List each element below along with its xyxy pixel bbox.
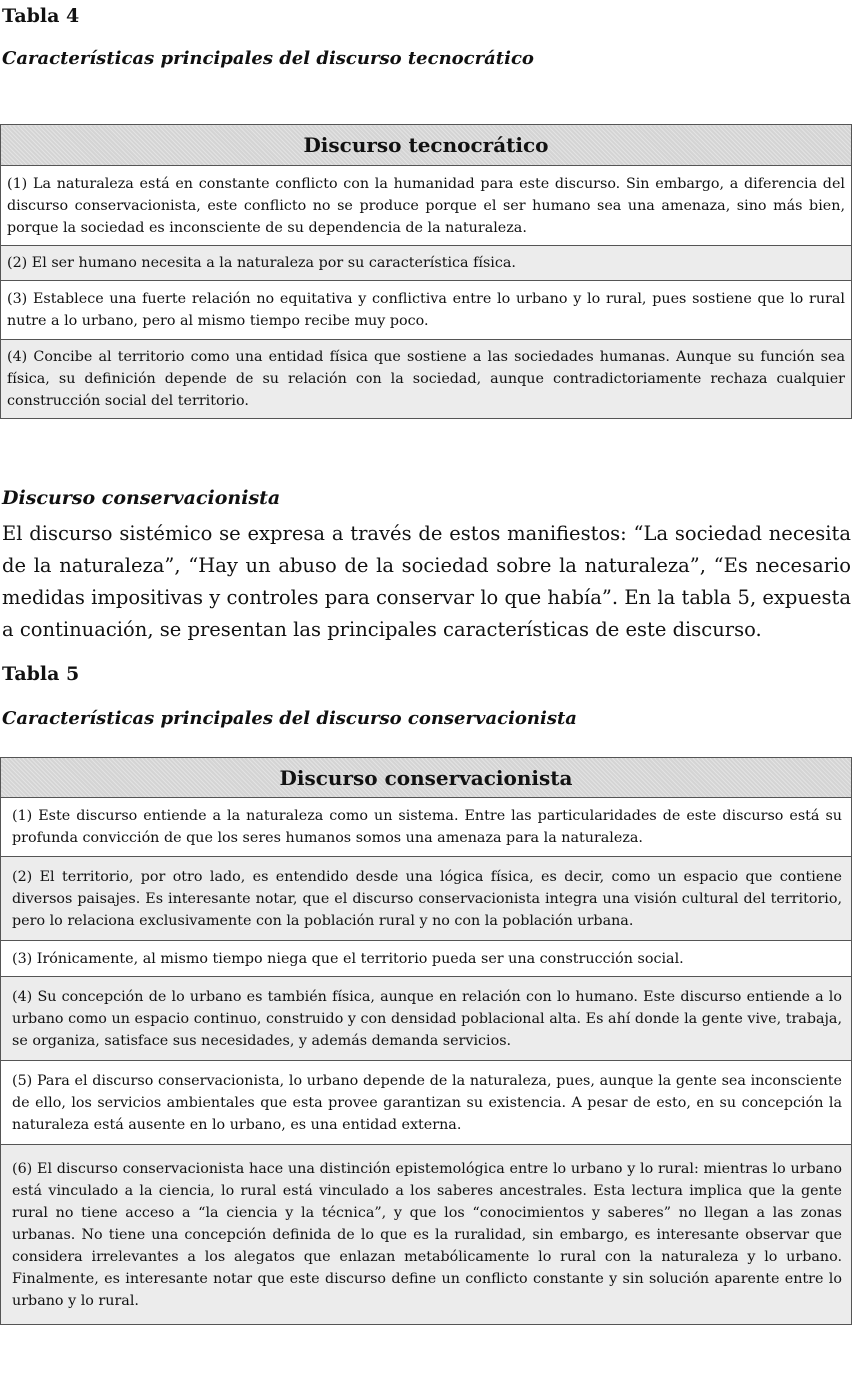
tabla-5-row-1: (1) Este discurso entiende a la naturaleza como un sistema. Entre las particularidades de este discurso está su profunda convicción de que los seres humanos somos una amenaza para la naturaleza.	[1, 798, 852, 857]
tabla-4-row-2: (2) El ser humano necesita a la naturaleza por su característica física.	[1, 246, 852, 281]
table-row	[1, 941, 852, 977]
tabla-5-row-5: (5) Para el discurso conservacionista, lo urbano depende de la naturaleza, pues, aunque la gente sea inconsciente de ello, los servicios ambientales que esta provee garantizan su existencia. A pesar de esto, en su concepción la naturaleza está ausente en lo urbano, es una entidad externa.	[1, 1061, 852, 1145]
tabla-5-row-4: (4) Su concepción de lo urbano es también física, aunque en relación con lo humano. Este discurso entiende a lo urbano como un espacio continuo, construido y con densidad poblacional alta. Es ahí donde la gente vive, trabaja, se organiza, satisface sus necesidades, y además demanda servicios.	[1, 977, 852, 1061]
table-row	[1, 857, 852, 941]
tabla-4-row-4: (4) Concibe al territorio como una entidad física que sostiene a las sociedades humanas. Aunque su función sea física, su definición depende de su relación con la sociedad, aunque contradictoriamente rechaza cualquier construcción social del territorio.	[1, 340, 852, 419]
tabla-4-caption: Características principales del discurso tecnocrático	[2, 48, 534, 69]
tabla-5-header: Discurso conservacionista	[1, 758, 852, 798]
tabla-5-header-row	[1, 758, 852, 798]
tabla-5-row-2: (2) El territorio, por otro lado, es entendido desde una lógica física, es decir, como un espacio que contiene diversos paisajes. Es interesante notar, que el discurso conservacionista integra una visión cultural del territorio, pero lo relaciona exclusivamente con la población rural y no con la población urbana.	[1, 857, 852, 941]
tabla-5-label: Tabla 5	[2, 663, 80, 685]
table-row	[1, 246, 852, 281]
table-row	[1, 340, 852, 419]
section-heading: Discurso conservacionista	[2, 487, 281, 509]
tabla-4-table	[0, 124, 852, 419]
tabla-5-caption: Características principales del discurso conservacionista	[2, 708, 577, 729]
table-row	[1, 281, 852, 340]
tabla-4-header: Discurso tecnocrático	[1, 125, 852, 166]
table-row	[1, 166, 852, 246]
tabla-5-row-3: (3) Irónicamente, al mismo tiempo niega que el territorio pueda ser una construcción social.	[1, 941, 852, 977]
tabla-4-row-3: (3) Establece una fuerte relación no equitativa y conflictiva entre lo urbano y lo rural, pues sostiene que lo rural nutre a lo urbano, pero al mismo tiempo recibe muy poco.	[1, 281, 852, 340]
tabla-4-label: Tabla 4	[2, 5, 80, 27]
table-row	[1, 798, 852, 857]
tabla-5-table	[0, 757, 852, 1325]
table-row	[1, 1061, 852, 1145]
tabla-5-row-6: (6) El discurso conservacionista hace una distinción epistemológica entre lo urbano y lo rural: mientras lo urbano está vinculado a la ciencia, lo rural está vinculado a los saberes ancestrales. Esta lectura implica que la gente rural no tiene acceso a “la ciencia y la técnica”, y que los “conocimientos y saberes” no llegan a las zonas urbanas. No tiene una concepción definida de lo que es la ruralidad, sin embargo, es interesante observar que considera irrelevantes a los alegatos que enlazan metabólicamente lo rural con la naturaleza y lo urbano. Finalmente, es interesante notar que este discurso define un conflicto constante y sin solución aparente entre lo urbano y lo rural.	[1, 1145, 852, 1325]
tabla-4-row-1: (1) La naturaleza está en constante conflicto con la humanidad para este discurso. Sin embargo, a diferencia del discurso conservacionista, este conflicto no se produce porque el ser humano sea una amenaza, sino más bien, porque la sociedad es inconsciente de su dependencia de la naturaleza.	[1, 166, 852, 246]
table-row	[1, 977, 852, 1061]
body-paragraph: El discurso sistémico se expresa a través de estos manifiestos: “La sociedad necesita de la naturaleza”, “Hay un abuso de la sociedad sobre la naturaleza”, “Es necesario medidas impositivas y controles para conservar lo que había”. En la tabla 5, expuesta a continuación, se presentan las principales características de este discurso.	[2, 522, 851, 641]
table-row	[1, 1145, 852, 1325]
tabla-4-header-row	[1, 125, 852, 166]
